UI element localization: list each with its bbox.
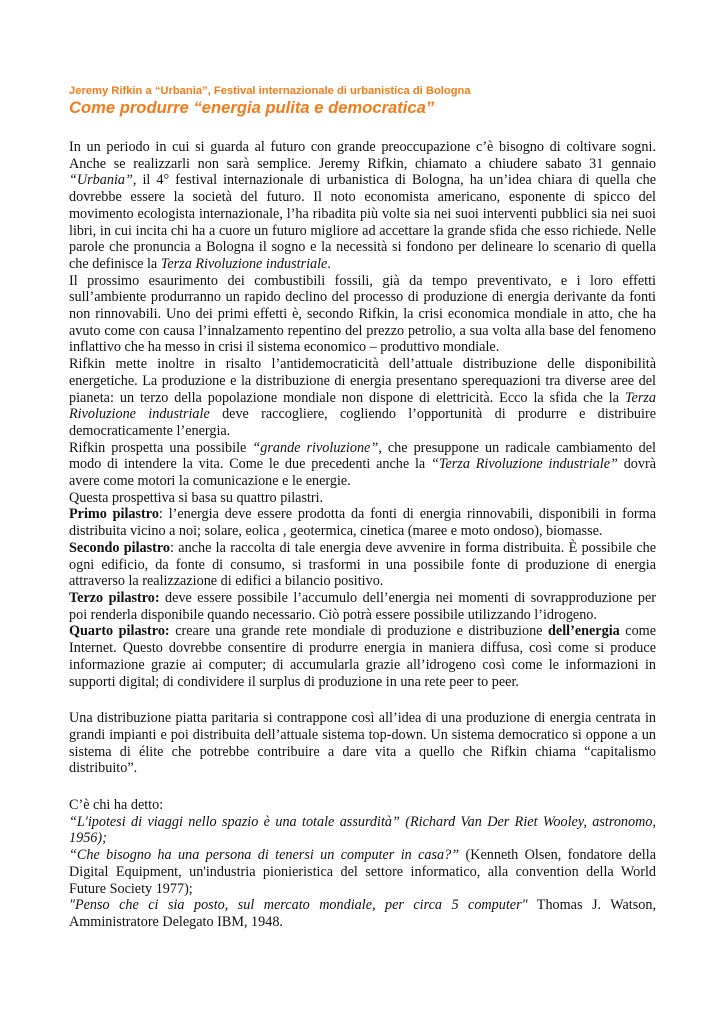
quote-wooley: “L'ipotesi di viaggi nello spazio è una totale assurdità” (Richard Van Der Riet Wooley, astronomo, 1956); bbox=[69, 813, 656, 847]
pillar-two: Secondo pilastro: anche la raccolta di tale energia deve avvenire in forma distribuita. È possibile che ogni edificio, da fonte di consumo, si trasformi in una possibile fonte di produzione di energia attraverso la realizzazione di edifici a bilancio positivo. bbox=[69, 539, 657, 590]
pillar-four: Quarto pilastro: creare una grande rete mondiale di produzione e distribuzione dell’energia come Internet. Questo dovrebbe consentire di produrre energia in maniera diffusa, così come si produce informazione grazie ai computer; di accumularla grazie all’idrogeno così come le informazioni in supporti digital; di condividere il surplus di produzione in una rete peer to peer. bbox=[69, 623, 657, 690]
paragraph-fossil-fuels: Il prossimo esaurimento dei combustibili fossili, già da tempo preventivato, e i loro effetti sull’ambiente produrranno un rapido declino del processo di produzione di energia derivante da fonti non rinnovabili. Uno dei primi effetti è, secondo Rifkin, la crisi economica mondiale in atto, che ha avuto come con causa l’innalzamento repentino del prezzo petrolio, a sua volta alla base del fenomeno inflattivo che ha messo in crisi il sistema economico – produttivo mondiale. bbox=[69, 272, 656, 356]
paragraph-grande-rivoluzione: Rifkin prospetta una possibile “grande rivoluzione”, che presuppone un radicale cambiamento del modo di intendere la vita. Come le due precedenti anche la “Terza Rivoluzione industriale” dovrà avere come motori la comunicazione e le energie. bbox=[69, 439, 656, 490]
paragraph-antidemocratic: Rifkin mette inoltre in risalto l’antidemocraticità dell’attuale distribuzione delle disponibilità energetiche. La produzione e la distribuzione di energia presentano sperequazioni tra diverse aree del pianeta: un terzo della popolazione mondiale non dispone di elettricità. Ecco la sfida che la Terza Rivoluzione industriale deve raccogliere, cogliendo l’opportunità di produrre e distribuire democraticamente l’energia. bbox=[69, 356, 656, 439]
paragraph-intro: In un periodo in cui si guarda al futuro con grande preoccupazione c’è bisogno di coltivare sogni. Anche se realizzarli non sarà semplice. Jeremy Rifkin, chiamato a chiudere sabato 31 gennaio “Urbania”, il 4° festival internazionale di urbanistica di Bologna, ha un’idea chiara di quella che dovrebbe essere la società del futuro. Il noto economista americano, esponente di spicco del movimento ecologista internazionale, l’ha ribadita più volte sia nei suoi interventi pubblici sia nei suoi libri, in cui incita chi ha a cuore un futuro migliore ad accettare la grande sfida che esso richiede. Nelle parole che pronuncia a Bologna il sogno e la necessità si fondono per delineare lo scenario di quella che definisce la Terza Rivoluzione industriale. bbox=[69, 139, 656, 272]
pillar-one: Primo pilastro: l’energia deve essere prodotta da fonti di energia rinnovabili, disponibili in forma distribuita vicino a noi; solare, eolica , geotermica, cinetica (maree e moto ondoso), biomasse. bbox=[69, 506, 656, 540]
paragraph-four-pillars: Questa prospettiva si basa su quattro pilastri. bbox=[69, 489, 324, 506]
quote-watson: "Penso che ci sia posto, sul mercato mondiale, per circa 5 computer" Thomas J. Watson, Amministratore Delegato IBM, 1948. bbox=[69, 897, 656, 930]
document-page bbox=[69, 84, 656, 931]
quotes-intro: C’è chi ha detto: bbox=[69, 797, 164, 814]
spacer bbox=[69, 690, 656, 710]
spacer bbox=[69, 777, 656, 797]
paragraph-distribution: Una distribuzione piatta paritaria si contrappone così all’idea di una produzione di energia centrata in grandi impianti e poi distribuita dell’attuale sistema top-down. Un sistema democratico si oppone a un sistema di élite che potrebbe contribuire a dare vita a quello che Rifkin chiama “capitalismo distribuito”. bbox=[69, 710, 656, 777]
article-title: Come produrre “energia pulita e democratica” bbox=[69, 98, 435, 117]
pillar-three: Terzo pilastro: deve essere possibile l’accumulo dell’energia nei momenti di sovrapproduzione per poi renderla disponibile quando necessario. Ciò potrà essere possibile utilizzando l’idrogeno. bbox=[69, 589, 656, 623]
quote-olsen: “Che bisogno ha una persona di tenersi un computer in casa?” (Kenneth Olsen, fondatore della Digital Equipment, un'industria pionieristica del settore informatico, alla convention della World Future Society 1977); bbox=[69, 847, 656, 897]
article-kicker: Jeremy Rifkin a “Urbania”, Festival internazionale di urbanistica di Bologna bbox=[69, 85, 471, 97]
